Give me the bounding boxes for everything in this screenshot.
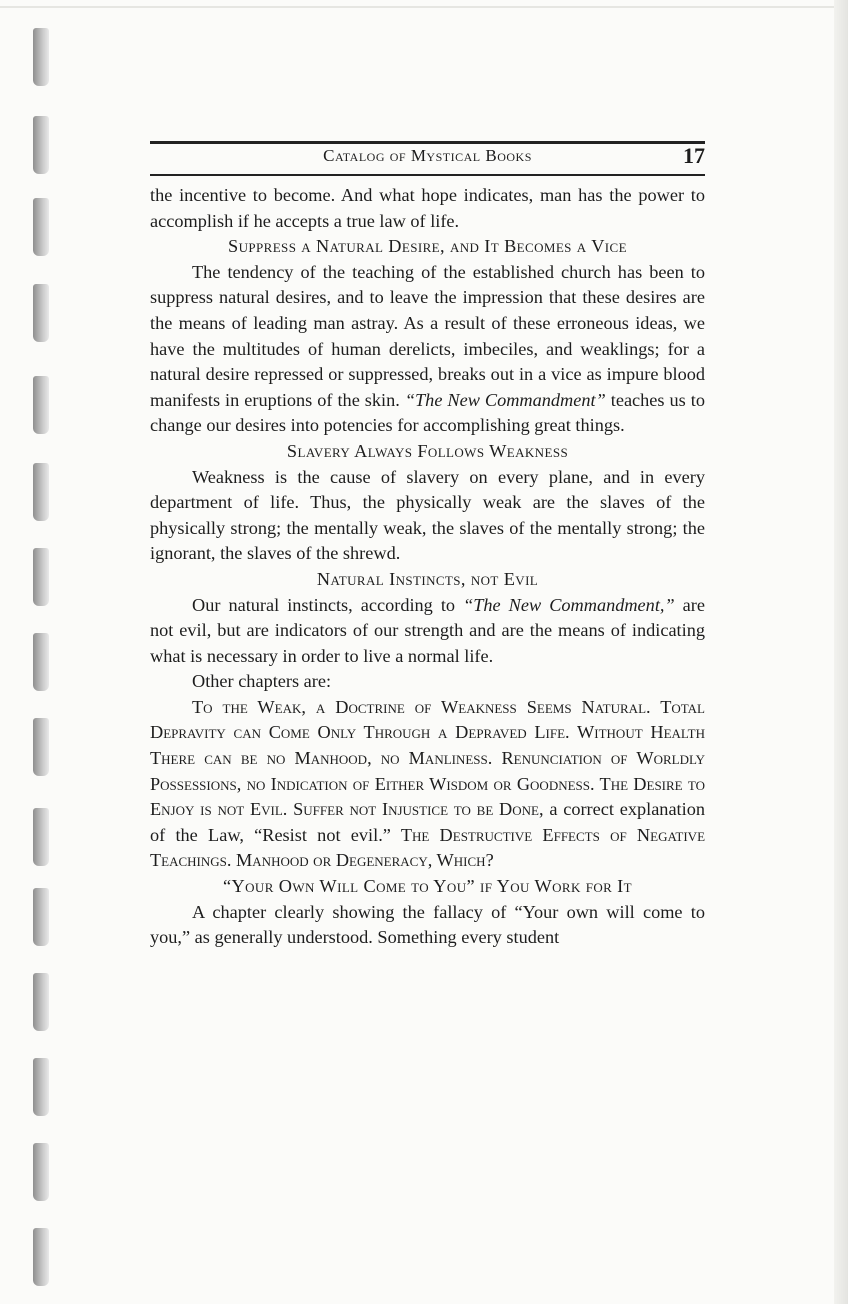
binding-hole (33, 808, 49, 866)
binding-hole (33, 633, 49, 691)
scan-edge (0, 6, 848, 8)
header-rule-top (150, 141, 705, 144)
binding-hole (33, 1228, 49, 1286)
header-rule-bottom (150, 174, 705, 176)
binding-holes (33, 28, 53, 1288)
page-right-edge (834, 0, 848, 1304)
binding-hole (33, 973, 49, 1031)
chapter-titles: To the Weak, a Doctrine of Weakness Seems Natural. Total Depravity can Come Only Through a Depraved Life. Without Health There can be no Manhood, no Manliness. Renunciation of Worldly Possessions, no Indication of Either Wisdom or Goodness. The Desire to Enjoy is not Evil. Suffer not Injustice to be Done, (150, 696, 705, 820)
paragraph-suppress-desire (150, 260, 705, 439)
binding-hole (33, 548, 49, 606)
running-header (150, 138, 705, 180)
paragraph-your-own-will: A chapter clearly showing the fallacy of “Your own will come to you,” as generally understood. Something every student (150, 901, 705, 948)
header-title: Catalog of Mystical Books (323, 146, 532, 165)
paragraph-natural-instincts (150, 593, 705, 670)
heading-slavery: Slavery Always Follows Weakness (286, 440, 569, 461)
binding-hole (33, 1058, 49, 1116)
paragraph-slavery: Weakness is the cause of slavery on every plane, and in every department of life. Thus, the physically weak are the slaves of the physically strong; the mentally weak, the slaves of the mentally strong; the ignorant, the slaves of the shrewd. (150, 466, 705, 564)
heading-natural-instincts: Natural Instincts, not Evil (316, 568, 539, 589)
heading-your-own-will: “Your Own Will Come to You” if You Work for It (223, 876, 632, 897)
paragraph-text: are not evil, but are indicators of our strength and are the means of indicating what is necessary in order to live a normal life. (150, 594, 705, 666)
body-text (150, 183, 705, 951)
binding-hole (33, 198, 49, 256)
binding-hole (33, 1143, 49, 1201)
book-title: “The New Commandment” (404, 389, 606, 410)
chapter-titles: The Destructive Effects of Negative Teachings. Manhood or Degeneracy, Which? (150, 824, 706, 871)
binding-hole (33, 888, 49, 946)
paragraph-text: Our natural instincts, according to (192, 594, 456, 615)
page-number: 17 (683, 143, 705, 168)
heading-suppress-desire: Suppress a Natural Desire, and It Becomes a Vice (228, 236, 627, 257)
paragraph-text: teaches us to change our desires into potencies for accomplishing great things. (150, 389, 705, 436)
paragraph-text: The tendency of the teaching of the established church has been to suppress natural desires, and to leave the impression that these desires are the means of leading man astray. As a result of these erroneous ideas, we have the multitudes of human derelicts, imbeciles, and weaklings; for a natural desire repressed or suppressed, breaks out in a vice as impure blood manifests in eruptions of the skin. (150, 261, 705, 410)
binding-hole (33, 463, 49, 521)
binding-hole (33, 28, 49, 86)
chapter-list (150, 695, 705, 874)
binding-hole (33, 718, 49, 776)
binding-hole (33, 284, 49, 342)
chapter-note: a correct explanation of the Law, “Resist not evil.” (150, 799, 705, 845)
book-title: “The New Commandment,” (463, 594, 675, 615)
paragraph-other-chapters: Other chapters are: (192, 671, 332, 692)
binding-hole (33, 376, 49, 434)
paragraph-intro: the incentive to become. And what hope indicates, man has the power to accomplish if he accepts a true law of life. (150, 185, 705, 231)
binding-hole (33, 116, 49, 174)
